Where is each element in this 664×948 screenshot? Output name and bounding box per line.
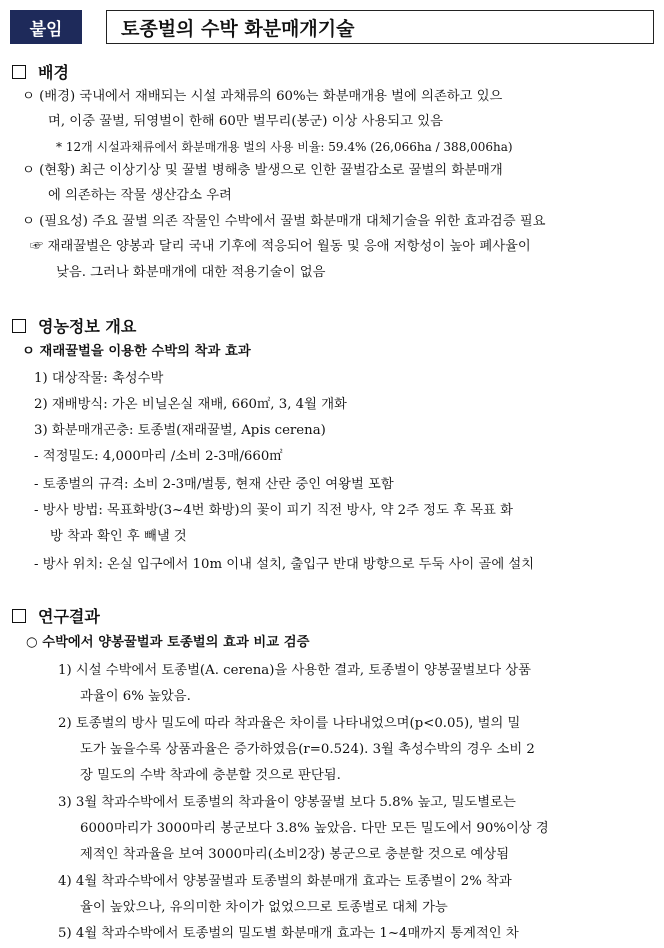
- bg-line-2: 며, 이중 꿀벌, 뒤영벌이 한해 60만 벌무리(봉군) 이상 사용되고 있음: [48, 114, 443, 129]
- results-subtitle: ○ 수박에서 양봉꿀벌과 토종벌의 효과 비교 검증: [26, 635, 310, 650]
- checkbox-square-icon: [12, 65, 26, 79]
- result-1-line-2: 과율이 6% 높았음.: [80, 689, 191, 704]
- info-item-8: - 방사 위치: 온실 입구에서 10m 이내 설치, 출입구 반대 방향으로 두둑 사이 골에 설치: [34, 557, 535, 572]
- section-background: [12, 60, 69, 83]
- section-results: [12, 604, 100, 627]
- section-title: 영농정보 개요: [38, 317, 137, 336]
- header: [10, 10, 654, 44]
- info-subtitle: ㅇ 재래꿀벌을 이용한 수박의 착과 효과: [22, 344, 251, 359]
- info-item-4: - 적정밀도: 4,000마리 /소비 2-3매/660㎡: [34, 449, 283, 464]
- bg-line-4: ㅇ (현황) 최근 이상기상 및 꿀벌 병해충 발생으로 인한 꿀벌감소로 꿀벌의 화분매개: [22, 163, 503, 178]
- result-1-line-1: 1) 시설 수박에서 토종벌(A. cerena)을 사용한 결과, 토종벌이 양봉꿀벌보다 상품: [58, 663, 531, 678]
- result-3-line-1: 3) 3월 착과수박에서 토종벌의 착과율이 양봉꿀벌 보다 5.8% 높고, 밀도별로는: [58, 795, 516, 810]
- info-item-2: 2) 재배방식: 가온 비닐온실 재배, 660㎡, 3, 4월 개화: [34, 397, 347, 412]
- result-4-line-2: 율이 높았으나, 유의미한 차이가 없었으므로 토종벌로 대체 가능: [80, 900, 448, 915]
- attachment-badge: 붙임: [10, 10, 82, 44]
- bg-line-1: ㅇ (배경) 국내에서 재배되는 시설 과채류의 60%는 화분매개용 벌에 의존하고 있으: [22, 89, 503, 104]
- result-3-line-2: 6000마리가 3000마리 봉군보다 3.8% 높았음. 다만 모든 밀도에서 90%이상 경: [80, 821, 549, 836]
- result-2-line-2: 도가 높을수록 상품과율은 증가하였음(r=0.524). 3월 촉성수박의 경우 소비 2: [80, 742, 535, 757]
- page-title: 토종벌의 수박 화분매개기술: [106, 10, 654, 44]
- info-item-3: 3) 화분매개곤충: 토종벌(재래꿀벌, Apis cerena): [34, 423, 326, 438]
- bg-line-7: ☞ 재래꿀벌은 양봉과 달리 국내 기후에 적응되어 월동 및 응애 저항성이 높아 폐사율이: [30, 239, 531, 254]
- section-title: 배경: [38, 63, 69, 82]
- bg-line-8: 낮음. 그러나 화분매개에 대한 적용기술이 없음: [56, 265, 326, 280]
- bg-line-6: ㅇ (필요성) 주요 꿀벌 의존 작물인 수박에서 꿀벌 화분매개 대체기술을 위한 효과검증 필요: [22, 214, 546, 229]
- section-farming-info: [12, 314, 136, 337]
- bg-line-5: 에 의존하는 작물 생산감소 우려: [48, 188, 232, 203]
- checkbox-square-icon: [12, 319, 26, 333]
- checkbox-square-icon: [12, 609, 26, 623]
- result-4-line-1: 4) 4월 착과수박에서 양봉꿀벌과 토종벌의 화분매개 효과는 토종벌이 2% 착과: [58, 874, 512, 889]
- info-item-6: - 방사 방법: 목표화방(3~4번 화방)의 꽃이 피기 직전 방사, 약 2주 정도 후 목표 화: [34, 503, 513, 518]
- info-item-5: - 토종벌의 규격: 소비 2-3매/벌통, 현재 산란 중인 여왕벌 포함: [34, 477, 394, 492]
- result-5-line-1: 5) 4월 착과수박에서 토종벌의 밀도별 화분매개 효과는 1~4매까지 통계적인 차: [58, 926, 519, 941]
- info-item-1: 1) 대상작물: 촉성수박: [34, 371, 164, 386]
- result-2-line-1: 2) 토종벌의 방사 밀도에 따라 착과율은 차이를 나타내었으며(p<0.05), 벌의 밀: [58, 716, 521, 731]
- bg-footnote: * 12개 시설과채류에서 화분매개용 벌의 사용 비율: 59.4% (26,066ha / 388,006ha): [56, 140, 513, 154]
- result-3-line-3: 제적인 착과율을 보여 3000마리(소비2장) 봉군으로 충분할 것으로 예상됨: [80, 847, 510, 862]
- info-item-7: 방 착과 확인 후 빼낼 것: [50, 529, 187, 544]
- result-2-line-3: 장 밀도의 수박 착과에 충분할 것으로 판단됨.: [80, 768, 341, 783]
- section-title: 연구결과: [38, 607, 100, 626]
